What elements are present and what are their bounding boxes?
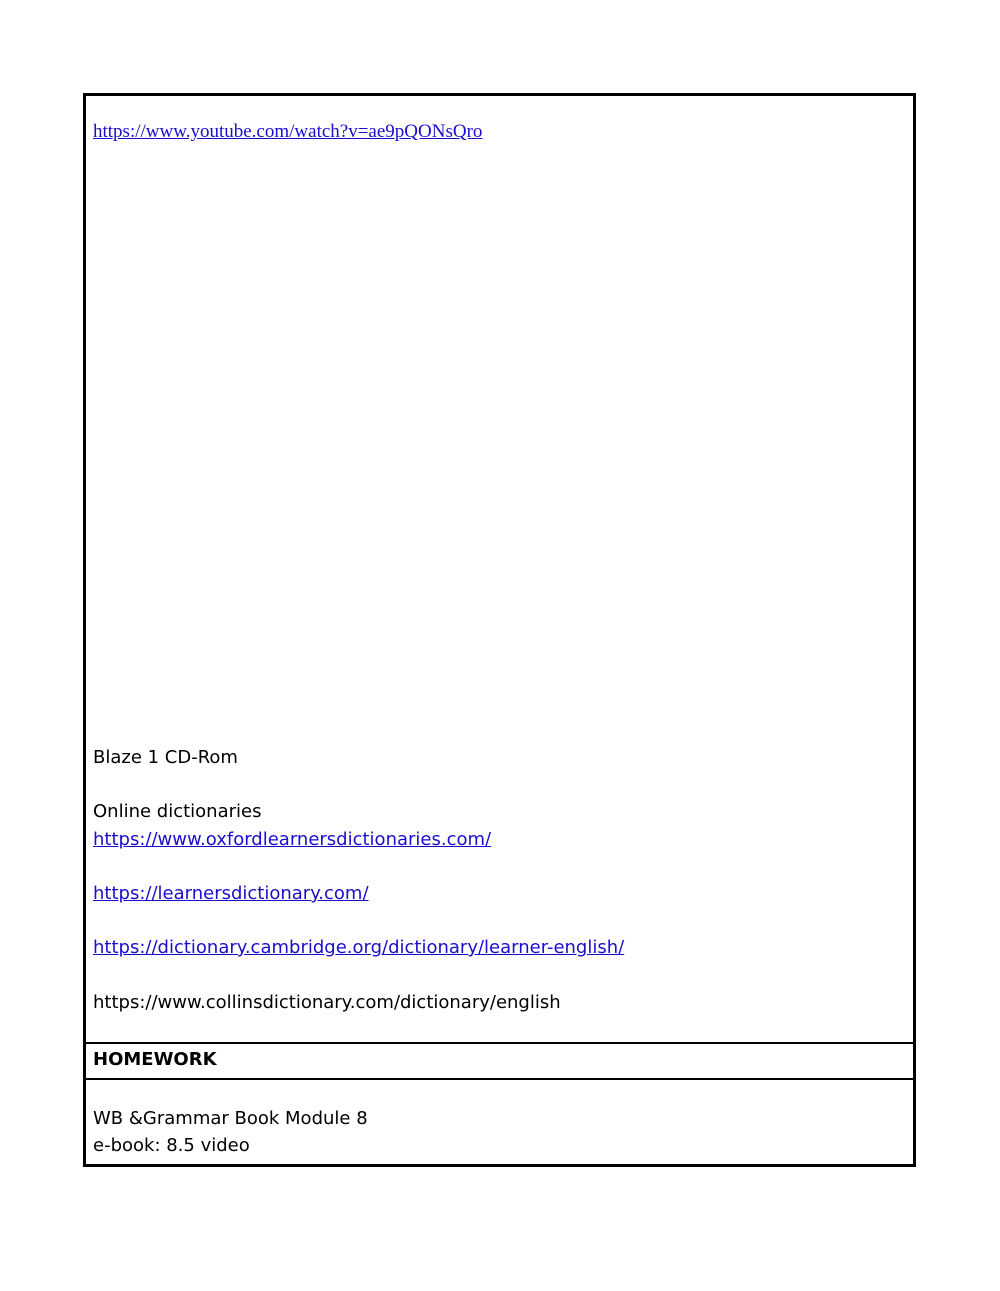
homework-line-workbook: WB &Grammar Book Module 8	[93, 1108, 368, 1129]
lesson-table	[83, 93, 916, 1167]
homework-line-ebook: e-book: 8.5 video	[93, 1135, 250, 1156]
cambridge-dictionary-link[interactable]: https://dictionary.cambridge.org/dictionary/learner-english/	[93, 937, 625, 958]
learners-dictionary-link[interactable]: https://learnersdictionary.com/	[93, 883, 369, 904]
youtube-video-link[interactable]: https://www.youtube.com/watch?v=ae9pQONsQro	[93, 121, 483, 142]
resources-cell	[86, 96, 913, 1044]
cd-rom-label: Blaze 1 CD-Rom	[93, 747, 238, 768]
oxford-dictionary-link[interactable]: https://www.oxfordlearnersdictionaries.com/	[93, 829, 492, 850]
homework-heading: HOMEWORK	[93, 1049, 217, 1070]
homework-body-cell	[86, 1080, 913, 1164]
homework-heading-cell	[86, 1044, 913, 1080]
collins-dictionary-url-text: https://www.collinsdictionary.com/dictionary/english	[93, 992, 561, 1013]
online-dictionaries-heading: Online dictionaries	[93, 801, 262, 822]
